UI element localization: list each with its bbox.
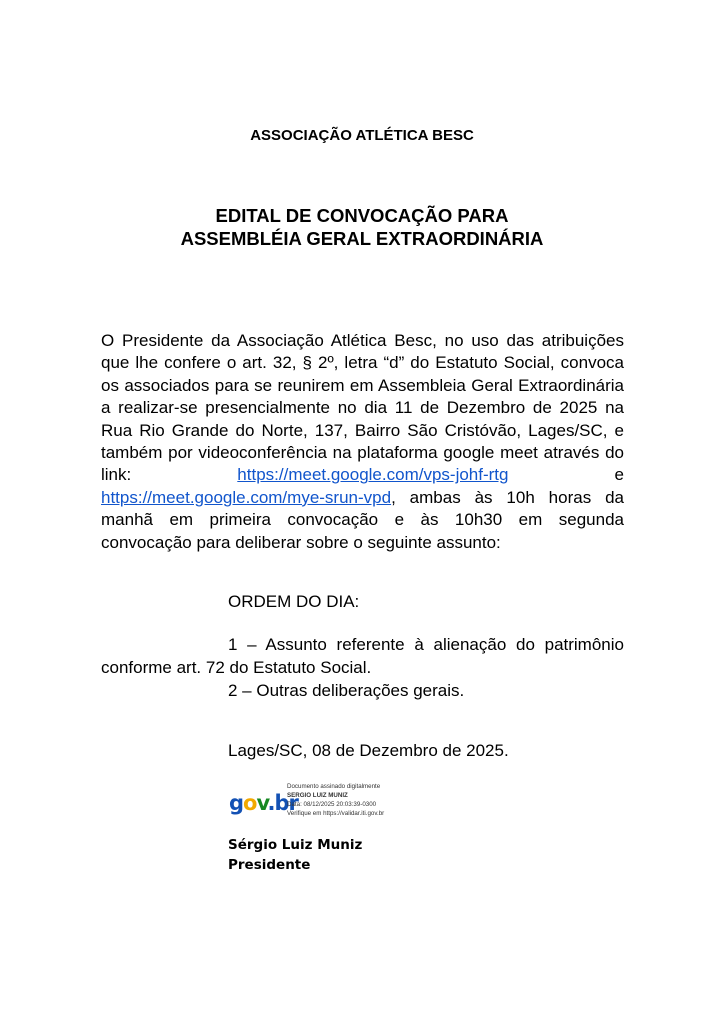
govbr-logo-letter: v: [256, 791, 268, 815]
paragraph-connector: e: [508, 465, 624, 485]
convocation-paragraph: [101, 330, 624, 554]
agenda-heading: ORDEM DO DIA:: [228, 592, 360, 611]
agenda-item-2: 2 – Outras deliberações gerais.: [228, 681, 465, 700]
document-title: [0, 204, 724, 250]
digital-signature-seal: [229, 780, 429, 826]
organization-name: ASSOCIAÇÃO ATLÉTICA BESC: [250, 127, 474, 144]
govbr-logo-letter: .: [267, 791, 275, 815]
paragraph-text-start: O Presidente da Associação Atlética Besc, no uso das atribuições que lhe confere o art. 32, § 2º, letra “d” do Estatuto Social, convoca os associados para se reunirem em Assembleia Geral Extraordinária a realizar-se presencialmente no dia 11 de Dezembro de 2025 na Rua Rio Grande do Norte, 137, Bairro São Cristóvão, Lages/SC, e também por videoconferência na plataforma google meet através do link:: [101, 331, 624, 485]
signature-details: [287, 782, 384, 818]
signer-name: Sérgio Luiz Muniz: [228, 837, 363, 853]
agenda-item-1: 1 – Assunto referente à alienação do patrimônio conforme art. 72 do Estatuto Social.: [101, 635, 624, 677]
place-and-date: Lages/SC, 08 de Dezembro de 2025.: [228, 741, 509, 760]
signer-role: Presidente: [228, 857, 311, 873]
signature-date: Data: 08/12/2025 20:03:39-0300: [287, 801, 377, 808]
title-line-2: ASSEMBLÉIA GERAL EXTRAORDINÁRIA: [180, 228, 544, 249]
title-line-1: EDITAL DE CONVOCAÇÃO PARA: [215, 205, 509, 226]
signature-caption: Documento assinado digitalmente: [287, 783, 381, 790]
signer-block: [228, 835, 362, 875]
paragraph-text-end: , ambas às 10h horas da manhã em primeira convocação e às 10h30 em segunda convocação para deliberar sobre o seguinte assunto:: [101, 487, 624, 552]
meet-link-2[interactable]: https://meet.google.com/mye-srun-vpd: [101, 487, 392, 507]
meet-link-1[interactable]: https://meet.google.com/vps-johf-rtg: [237, 465, 509, 485]
govbr-logo-letter: g: [229, 791, 244, 815]
signature-signer-name: SERGIO LUIZ MUNIZ: [287, 792, 348, 799]
govbr-logo-letter: r: [288, 791, 298, 815]
signature-verify: Verifique em https://validar.iti.gov.br: [287, 810, 385, 817]
govbr-logo-letter: b: [274, 791, 289, 815]
agenda-list: [101, 633, 624, 702]
govbr-logo-letter: o: [243, 791, 257, 815]
